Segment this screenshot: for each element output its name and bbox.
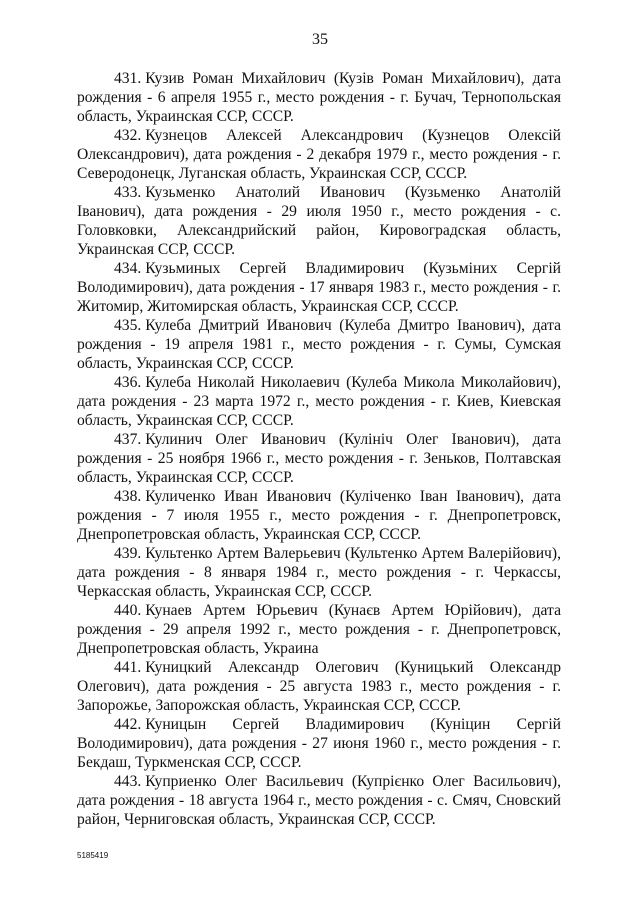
entry-text: Куницын Сергей Владимирович (Куніцин Сергій Володимирович), дата рождения - 27 июня 1960 г., место рождения - г. Бекдаш, Туркменская ССР, СССР. [77, 716, 561, 771]
list-item [77, 658, 561, 715]
list-item [77, 430, 561, 487]
entry-number: 442. [114, 716, 142, 733]
list-item [77, 373, 561, 430]
entry-number: 431. [114, 70, 142, 87]
list-item [77, 183, 561, 259]
entry-number: 440. [114, 602, 142, 619]
entry-text: Кузнецов Алексей Александрович (Кузнецов Олексій Олександрович), дата рождения - 2 декабря 1979 г., место рождения - г. Северодонецк, Луганская область, Украинская ССР, СССР. [77, 127, 561, 182]
list-item [77, 715, 561, 772]
entry-number: 435. [114, 317, 142, 334]
entry-number: 439. [114, 545, 142, 562]
list-item [77, 316, 561, 373]
entry-text: Кулеба Николай Николаевич (Кулеба Микола Миколайович), дата рождения - 23 марта 1972 г., место рождения - г. Киев, Киевская область, Украинская ССР, СССР. [77, 374, 561, 429]
entry-number: 441. [114, 659, 142, 676]
entry-text: Кузьминых Сергей Владимирович (Кузьміних Сергій Володимирович), дата рождения - 17 января 1983 г., место рождения - г. Житомир, Житомирская область, Украинская ССР, СССР. [77, 260, 561, 315]
entry-text: Кунаев Артем Юрьевич (Кунаєв Артем Юрійович), дата рождения - 29 апреля 1992 г., место рождения - г. Днепропетровск, Днепропетровская область, Украина [77, 602, 561, 657]
document-code: 5185419 [77, 851, 109, 860]
entry-text: Куличенко Иван Иванович (Куліченко Іван Іванович), дата рождения - 7 июля 1955 г., место рождения - г. Днепропетровск, Днепропетровская область, Украинская ССР, СССР. [77, 488, 561, 543]
entry-number: 437. [114, 431, 142, 448]
entry-text: Кузив Роман Михайлович (Кузів Роман Михайлович), дата рождения - 6 апреля 1955 г., место рождения - г. Бучач, Тернопольская область, Украинская ССР, СССР. [77, 70, 561, 125]
list-item [77, 126, 561, 183]
list-item [77, 259, 561, 316]
entry-text: Куприенко Олег Васильевич (Купрієнко Олег Васильович), дата рождения - 18 августа 1964 г., место рождения - с. Смяч, Сновский район, Черниговская область, Украинская ССР, СССР. [77, 773, 561, 828]
entry-text: Кулеба Дмитрий Иванович (Кулеба Дмитро Іванович), дата рождения - 19 апреля 1981 г., место рождения - г. Сумы, Сумская область, Украинская ССР, СССР. [77, 317, 561, 372]
entry-number: 436. [114, 374, 142, 391]
list-item [77, 772, 561, 829]
entry-number: 438. [114, 488, 142, 505]
entry-number: 443. [114, 773, 142, 790]
entry-list [77, 69, 561, 829]
list-item [77, 601, 561, 658]
entry-text: Куницкий Александр Олегович (Куницький Олександр Олегович), дата рождения - 25 августа 1983 г., место рождения - г. Запорожье, Запорожская область, Украинская ССР, СССР. [77, 659, 561, 714]
entry-number: 432. [114, 127, 142, 144]
entry-text: Кулинич Олег Иванович (Кулініч Олег Іванович), дата рождения - 25 ноября 1966 г., место рождения - г. Зеньков, Полтавская область, Украинская ССР, СССР. [77, 431, 561, 486]
entry-number: 434. [114, 260, 142, 277]
list-item [77, 69, 561, 126]
entry-text: Кузьменко Анатолий Иванович (Кузьменко Анатолій Іванович), дата рождения - 29 июля 1950 г., место рождения - с. Головковки, Александрийский район, Кировоградская область, Украинская ССР, СССР. [77, 184, 561, 258]
list-item [77, 487, 561, 544]
entry-number: 433. [114, 184, 142, 201]
page-number: 35 [312, 31, 328, 48]
entry-text: Культенко Артем Валерьевич (Культенко Артем Валерійович), дата рождения - 8 января 1984 г., место рождения - г. Черкассы, Черкасская область, Украинская ССР, СССР. [77, 545, 561, 600]
list-item [77, 544, 561, 601]
